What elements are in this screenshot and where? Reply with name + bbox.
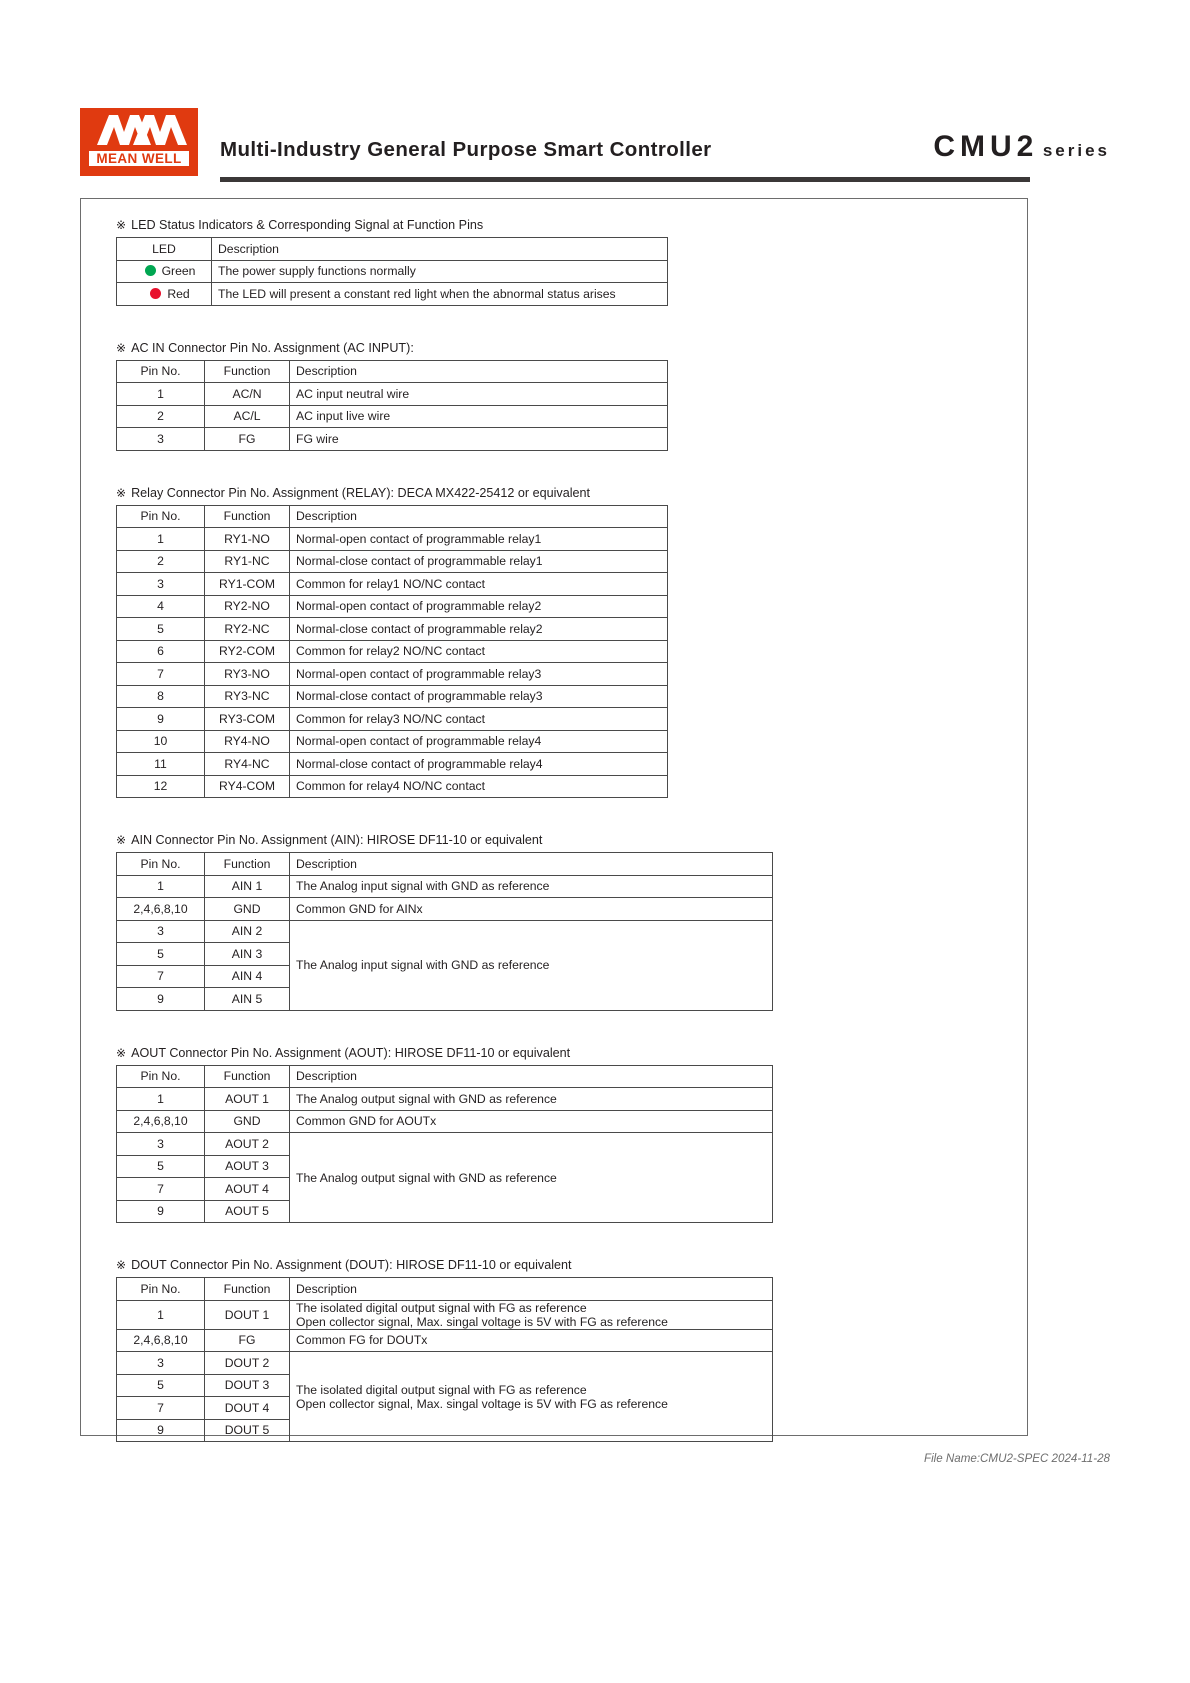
pin-description: The Analog output signal with GND as reference [290,1088,773,1111]
pin-description-merged [290,1352,773,1442]
pin-number: 1 [117,383,205,406]
pin-description: Normal-close contact of programmable relay1 [290,550,668,573]
pin-description: Normal-close contact of programmable relay2 [290,618,668,641]
section-title-ain-text: AIN Connector Pin No. Assignment (AIN): HIROSE DF11-10 or equivalent [131,833,543,847]
pin-function: RY4-NO [205,730,290,753]
pin-number: 1 [117,1300,205,1329]
table-row [117,428,668,451]
pin-description: FG wire [290,428,668,451]
pin-description [290,1300,773,1329]
ain-table [116,852,773,1011]
pin-description: AC input neutral wire [290,383,668,406]
pin-number: 3 [117,573,205,596]
pin-function: AIN 4 [205,965,290,988]
table-row [117,618,668,641]
pin-function: DOUT 1 [205,1300,290,1329]
section-title-dout [116,1258,996,1272]
pin-function: AC/L [205,405,290,428]
led-label: Red [167,286,190,301]
table-row [117,1352,773,1375]
spacer [116,451,996,486]
logo-wordmark: MEAN WELL [89,151,189,166]
led-description: The power supply functions normally [212,260,668,283]
table-row [117,875,773,898]
page-header [0,0,1190,200]
pin-function: DOUT 2 [205,1352,290,1375]
reference-mark-icon: ※ [116,833,127,847]
pin-function: RY3-COM [205,708,290,731]
pin-number: 9 [117,988,205,1011]
reference-mark-icon: ※ [116,485,127,500]
section-title-relay-text: Relay Connector Pin No. Assignment (RELAY): DECA MX422-25412 or equivalent [131,485,591,500]
section-title-aout-text: AOUT Connector Pin No. Assignment (AOUT): HIROSE DF11-10 or equivalent [131,1045,571,1060]
pin-number: 12 [117,775,205,798]
pin-number: 9 [117,1419,205,1442]
table-row [117,640,668,663]
pin-function: AOUT 2 [205,1133,290,1156]
relay-table [116,505,668,799]
reference-mark-icon: ※ [116,340,127,355]
pin-description: Common GND for AOUTx [290,1110,773,1133]
pin-function: AOUT 1 [205,1088,290,1111]
pin-function: RY2-NO [205,595,290,618]
pin-function: RY3-NO [205,663,290,686]
col-header-led: LED [117,238,212,261]
reference-mark-icon: ※ [116,1045,127,1060]
col-header-description: Description [290,1278,773,1301]
pin-number: 9 [117,1200,205,1223]
col-header-function: Function [205,1278,290,1301]
pin-number: 7 [117,663,205,686]
col-header-pin: Pin No. [117,1065,205,1088]
table-row [117,753,668,776]
pin-number: 1 [117,875,205,898]
pin-description: Common for relay1 NO/NC contact [290,573,668,596]
table-row [117,685,668,708]
led-status-green [117,260,212,283]
pin-number: 11 [117,753,205,776]
pin-function: FG [205,1329,290,1352]
section-dout [116,1258,996,1442]
spacer [116,798,996,833]
table-row [117,1133,773,1156]
pin-number: 6 [117,640,205,663]
pin-description: AC input live wire [290,405,668,428]
col-header-function: Function [205,1065,290,1088]
pin-description: Normal-open contact of programmable relay1 [290,528,668,551]
pin-description-line1: The isolated digital output signal with FG as reference [296,1382,587,1397]
pin-number: 1 [117,1088,205,1111]
pin-description: Common FG for DOUTx [290,1329,773,1352]
pin-number: 2,4,6,8,10 [117,1110,205,1133]
table-row [117,775,668,798]
col-header-pin: Pin No. [117,360,205,383]
pin-description: The Analog input signal with GND as reference [290,875,773,898]
table-header-row [117,1278,773,1301]
pin-function: RY2-NC [205,618,290,641]
section-title-acin-text: AC IN Connector Pin No. Assignment (AC INPUT): [131,340,414,355]
section-title-ain [116,833,996,847]
pin-number: 1 [117,528,205,551]
pin-function: AIN 2 [205,920,290,943]
pin-number: 2,4,6,8,10 [117,898,205,921]
page-footer: File Name:CMU2-SPEC 2024-11-28 [924,1452,1110,1465]
pin-number: 7 [117,1178,205,1201]
table-header-row [117,853,773,876]
spacer [116,1223,996,1258]
table-row [117,260,668,283]
section-relay [116,486,996,799]
section-title-acin [116,341,996,355]
spacer [116,1011,996,1046]
pin-number: 5 [117,1155,205,1178]
pin-number: 2 [117,550,205,573]
pin-description: Normal-close contact of programmable relay3 [290,685,668,708]
pin-description-merged: The Analog output signal with GND as reference [290,1133,773,1223]
pin-number: 8 [117,685,205,708]
table-row [117,1088,773,1111]
pin-function: AOUT 3 [205,1155,290,1178]
table-header-row [117,505,668,528]
table-row [117,528,668,551]
col-header-description: Description [290,505,668,528]
mw-monogram-icon [91,111,187,149]
section-title-aout [116,1046,996,1060]
pin-function: RY4-NC [205,753,290,776]
pin-description-line2: Open collector signal, Max. singal voltage is 5V with FG as reference [296,1396,668,1411]
col-header-pin: Pin No. [117,853,205,876]
col-header-description: Description [290,1065,773,1088]
header-divider [220,177,1030,182]
pin-function: FG [205,428,290,451]
col-header-function: Function [205,853,290,876]
pin-number: 5 [117,943,205,966]
pin-number: 5 [117,618,205,641]
table-row [117,595,668,618]
section-title-led-text: LED Status Indicators & Corresponding Signal at Function Pins [131,218,484,232]
section-aout [116,1046,996,1224]
pin-function: AIN 1 [205,875,290,898]
section-title-relay [116,486,996,500]
section-title-dout-text: DOUT Connector Pin No. Assignment (DOUT): HIROSE DF11-10 or equivalent [131,1258,572,1272]
pin-description: Normal-open contact of programmable relay3 [290,663,668,686]
col-header-pin: Pin No. [117,1278,205,1301]
led-table [116,237,668,306]
col-header-pin: Pin No. [117,505,205,528]
pin-number: 7 [117,1397,205,1420]
pin-number: 3 [117,1352,205,1375]
pin-number: 10 [117,730,205,753]
pin-number: 3 [117,920,205,943]
pin-number: 7 [117,965,205,988]
table-row [117,573,668,596]
led-status-red [117,283,212,306]
pin-function: DOUT 3 [205,1374,290,1397]
led-description: The LED will present a constant red light when the abnormal status arises [212,283,668,306]
pin-function: AIN 3 [205,943,290,966]
section-led [116,218,996,306]
led-label: Green [161,264,196,279]
table-row [117,550,668,573]
pin-description-line2: Open collector signal, Max. singal voltage is 5V with FG as reference [296,1314,668,1329]
pin-number: 3 [117,1133,205,1156]
col-header-description: Description [212,238,668,261]
table-row [117,730,668,753]
table-header-row [117,360,668,383]
pin-description: Common GND for AINx [290,898,773,921]
pin-description: Common for relay2 NO/NC contact [290,640,668,663]
pin-description: Normal-close contact of programmable relay4 [290,753,668,776]
col-header-function: Function [205,360,290,383]
pin-number: 4 [117,595,205,618]
pin-description-line1: The isolated digital output signal with FG as reference [296,1300,587,1315]
section-title-led [116,218,996,232]
pin-number: 9 [117,708,205,731]
pin-function: RY3-NC [205,685,290,708]
led-dot-green-icon [145,265,156,276]
section-ain [116,833,996,1011]
acin-table [116,360,668,451]
pin-function: DOUT 4 [205,1397,290,1420]
pin-function: AIN 5 [205,988,290,1011]
pin-description: Normal-open contact of programmable relay4 [290,730,668,753]
col-header-description: Description [290,853,773,876]
table-row [117,708,668,731]
pin-function: AOUT 5 [205,1200,290,1223]
reference-mark-icon: ※ [116,1258,127,1272]
table-header-row [117,238,668,261]
table-row [117,405,668,428]
series-model: CMU2 [933,130,1039,163]
series-word: series [1042,141,1110,160]
pin-description: Normal-open contact of programmable relay2 [290,595,668,618]
pin-function: RY1-COM [205,573,290,596]
pin-function: GND [205,898,290,921]
page-title: Multi-Industry General Purpose Smart Controller [220,138,712,161]
series-title [933,130,1110,164]
led-dot-red-icon [150,288,161,299]
spacer [116,306,996,341]
pin-function: AOUT 4 [205,1178,290,1201]
table-row [117,1329,773,1352]
pin-function: AC/N [205,383,290,406]
pin-description-merged: The Analog input signal with GND as reference [290,920,773,1010]
table-row [117,1110,773,1133]
pin-function: RY4-COM [205,775,290,798]
pin-number: 5 [117,1374,205,1397]
section-acin [116,341,996,451]
reference-mark-icon: ※ [116,218,127,232]
pin-description: Common for relay3 NO/NC contact [290,708,668,731]
pin-number: 3 [117,428,205,451]
pin-function: DOUT 5 [205,1419,290,1442]
pin-description: Common for relay4 NO/NC contact [290,775,668,798]
table-row [117,1300,773,1329]
dout-table [116,1277,773,1442]
pin-function: RY1-NO [205,528,290,551]
table-row [117,383,668,406]
pin-function: RY2-COM [205,640,290,663]
col-header-function: Function [205,505,290,528]
table-row [117,663,668,686]
pin-number: 2,4,6,8,10 [117,1329,205,1352]
content-area [116,218,996,1442]
table-header-row [117,1065,773,1088]
pin-number: 2 [117,405,205,428]
pin-function: GND [205,1110,290,1133]
aout-table [116,1065,773,1224]
pin-function: RY1-NC [205,550,290,573]
col-header-description: Description [290,360,668,383]
meanwell-logo [80,108,198,176]
table-row [117,920,773,943]
table-row [117,898,773,921]
table-row [117,283,668,306]
